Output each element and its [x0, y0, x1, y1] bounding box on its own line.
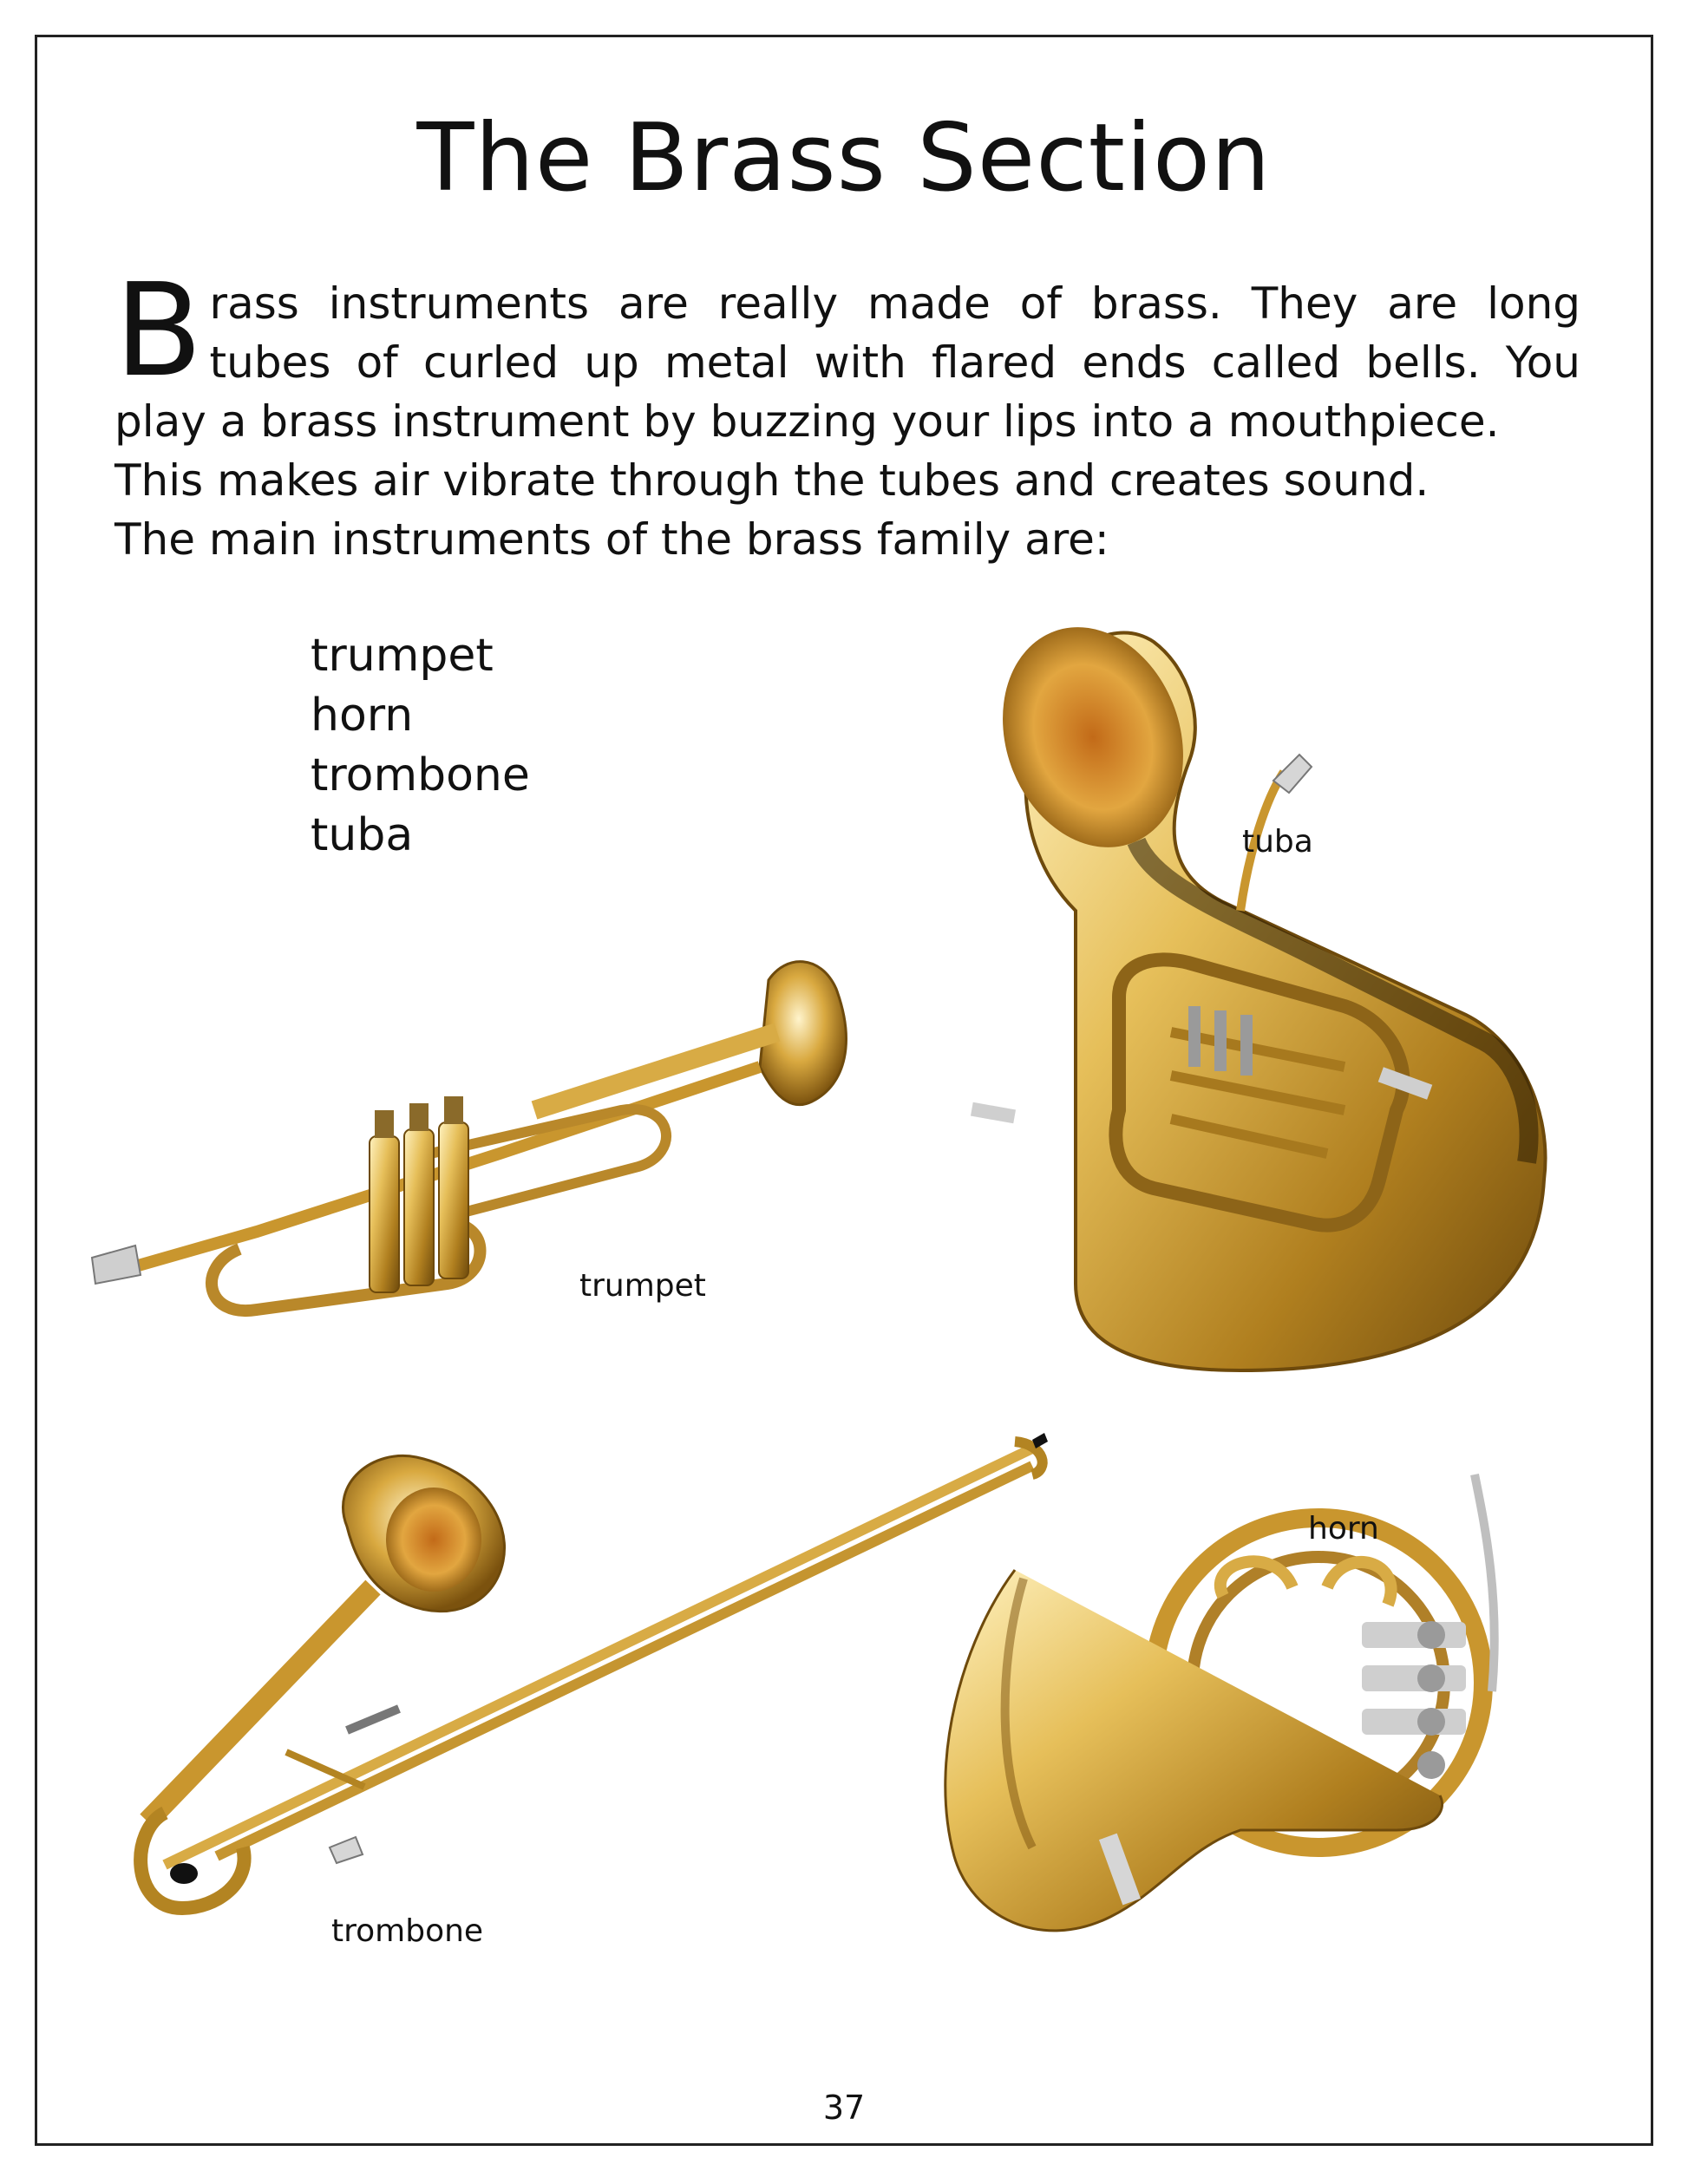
- trumpet-image: [83, 937, 864, 1344]
- page-number: 37: [822, 2089, 866, 2127]
- list-item: trombone: [311, 749, 530, 801]
- intro-line-2: tubes of curled up metal with flared ends called bells. You: [209, 337, 1580, 388]
- caption-trumpet: trumpet: [579, 1268, 706, 1304]
- caption-horn: horn: [1308, 1511, 1379, 1546]
- caption-trombone: trombone: [331, 1913, 484, 1949]
- drop-cap: B: [114, 256, 203, 405]
- list-item: tuba: [311, 809, 414, 861]
- tuba-image: [859, 624, 1553, 1379]
- caption-tuba: tuba: [1242, 824, 1313, 860]
- intro-line-4: This makes air vibrate through the tubes and creates sound.: [114, 455, 1430, 506]
- instrument-list: [311, 626, 530, 866]
- horn-image: [876, 1466, 1570, 1995]
- intro-line-1: rass instruments are really made of brass. They are long: [209, 278, 1580, 329]
- intro-line-5: The main instruments of the brass family are:: [114, 514, 1109, 565]
- list-item: trumpet: [311, 630, 494, 682]
- list-item: horn: [311, 690, 414, 742]
- page-title: The Brass Section: [416, 104, 1272, 213]
- intro-paragraph: [114, 256, 1580, 569]
- intro-line-3: play a brass instrument by buzzing your lips into a mouthpiece.: [114, 396, 1500, 447]
